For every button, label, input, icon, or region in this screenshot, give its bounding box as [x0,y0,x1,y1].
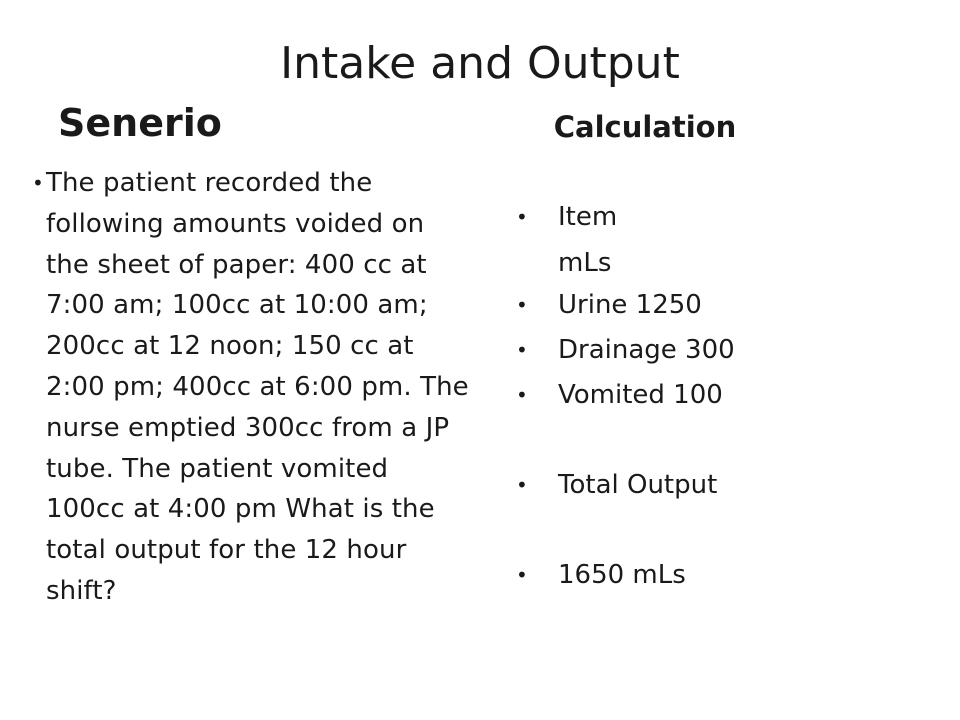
calc-total-value: 1650 mLs [558,560,686,590]
slide-title: Intake and Output [280,38,680,89]
bullet-icon: • [516,563,528,587]
calc-row-vomited [516,375,723,415]
calc-row-text: Vomited 100 [558,380,723,410]
scenario-text: The patient recorded the following amounts voided on the sheet of paper: 400 cc at 7:00 am; 100cc at 10:00 am; 200cc at 12 noon; 150 cc at 2:00 pm; 400cc at 6:00 pm. The nurse emptied 300cc from a JP tube. The patient vomited 100cc at 4:00 pm What is the total output for the 12 hour shift? [46,168,469,606]
calc-row-text: Urine 1250 [558,290,702,320]
calc-total-value-row [516,555,686,595]
calc-total-label-row [516,465,717,505]
calc-item-header [516,197,617,237]
calc-item-unit: mLs [558,248,612,278]
scenario-heading: Senerio [58,101,222,145]
scenario-bullet [32,163,472,612]
bullet-icon: • [32,171,44,195]
bullet-icon: • [516,473,528,497]
calc-row-text: Drainage 300 [558,335,735,365]
calculation-heading: Calculation [553,110,737,144]
bullet-icon: • [516,338,528,362]
calc-row-urine [516,285,702,325]
calc-row-drainage [516,330,735,370]
calc-total-label: Total Output [558,470,718,500]
scenario-section [32,163,472,612]
bullet-icon: • [516,383,528,407]
calc-item-label: Item [558,202,618,232]
bullet-icon: • [516,205,528,229]
bullet-icon: • [516,293,528,317]
